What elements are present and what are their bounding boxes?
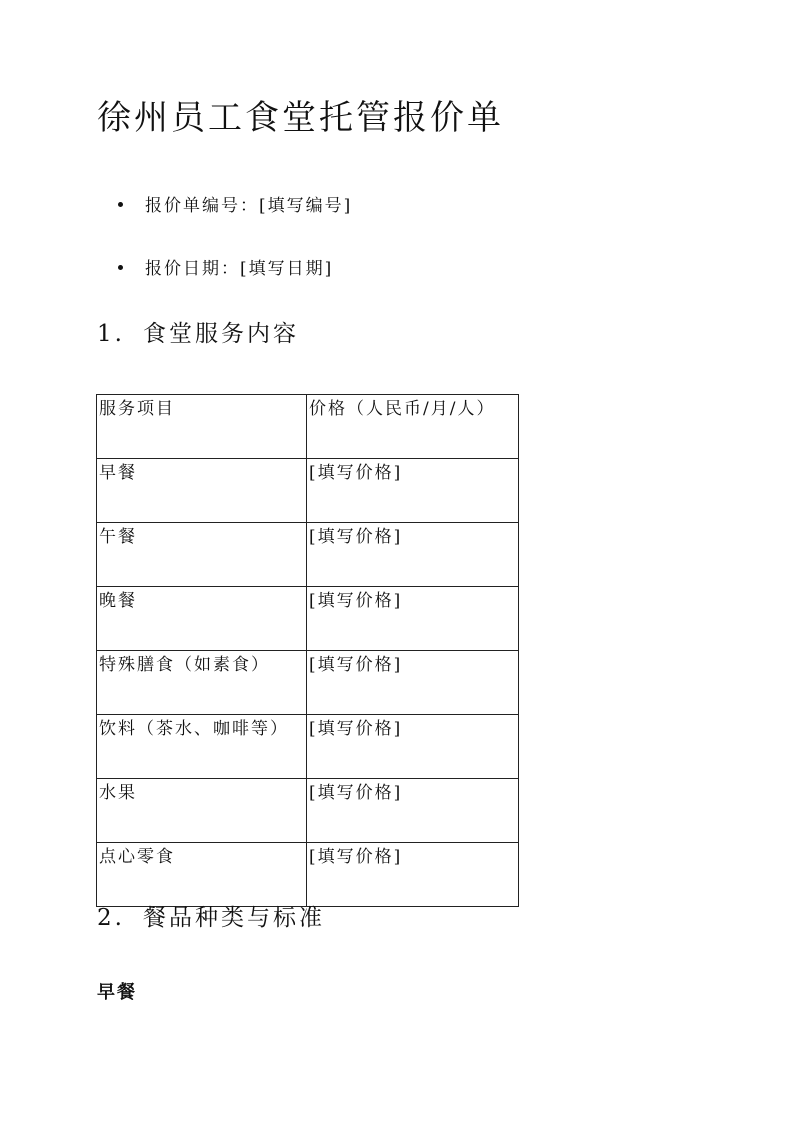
- table-cell-price: [填写价格]: [307, 587, 519, 651]
- meta-item-text: 报价单编号：[填写编号]: [145, 196, 353, 216]
- table-cell-price: [填写价格]: [307, 779, 519, 843]
- table-row: [97, 715, 519, 779]
- bullet-icon: [118, 265, 123, 270]
- table-cell-price: [填写价格]: [307, 715, 519, 779]
- table-cell-price: [填写价格]: [307, 843, 519, 907]
- table-cell-price: [填写价格]: [307, 459, 519, 523]
- table-cell-item: 点心零食: [97, 843, 307, 907]
- meta-item-quote-date: [118, 257, 333, 281]
- table-cell-item: 晚餐: [97, 587, 307, 651]
- table-cell-item: 午餐: [97, 523, 307, 587]
- bullet-icon: [118, 202, 123, 207]
- section-number: 2.: [97, 905, 125, 931]
- table-cell-price: [填写价格]: [307, 523, 519, 587]
- table-cell-price: [填写价格]: [307, 651, 519, 715]
- table-header-row: [97, 395, 519, 459]
- table-row: [97, 459, 519, 523]
- table-row: [97, 779, 519, 843]
- table-cell-item: 水果: [97, 779, 307, 843]
- table-cell-item: 饮料（茶水、咖啡等）: [97, 715, 307, 779]
- meta-item-text: 报价日期：[填写日期]: [145, 259, 334, 279]
- subsection-heading-breakfast: 早餐: [97, 982, 137, 1003]
- document-title: 徐州员工食堂托管报价单: [97, 98, 504, 138]
- service-price-table: [96, 394, 519, 907]
- table-cell-item: 特殊膳食（如素食）: [97, 651, 307, 715]
- section-title: 餐品种类与标准: [142, 905, 325, 931]
- table-cell-item: 早餐: [97, 459, 307, 523]
- table-header-cell: 价格（人民币/月/人）: [307, 395, 519, 459]
- table-row: [97, 523, 519, 587]
- section-number: 1.: [97, 321, 125, 347]
- table-row: [97, 651, 519, 715]
- table-header-cell: 服务项目: [97, 395, 307, 459]
- section-title: 食堂服务内容: [142, 321, 299, 347]
- table-row: [97, 843, 519, 907]
- section-heading-services: [97, 319, 299, 349]
- section-heading-menu: [97, 903, 325, 933]
- meta-item-quote-number: [118, 194, 352, 218]
- table-row: [97, 587, 519, 651]
